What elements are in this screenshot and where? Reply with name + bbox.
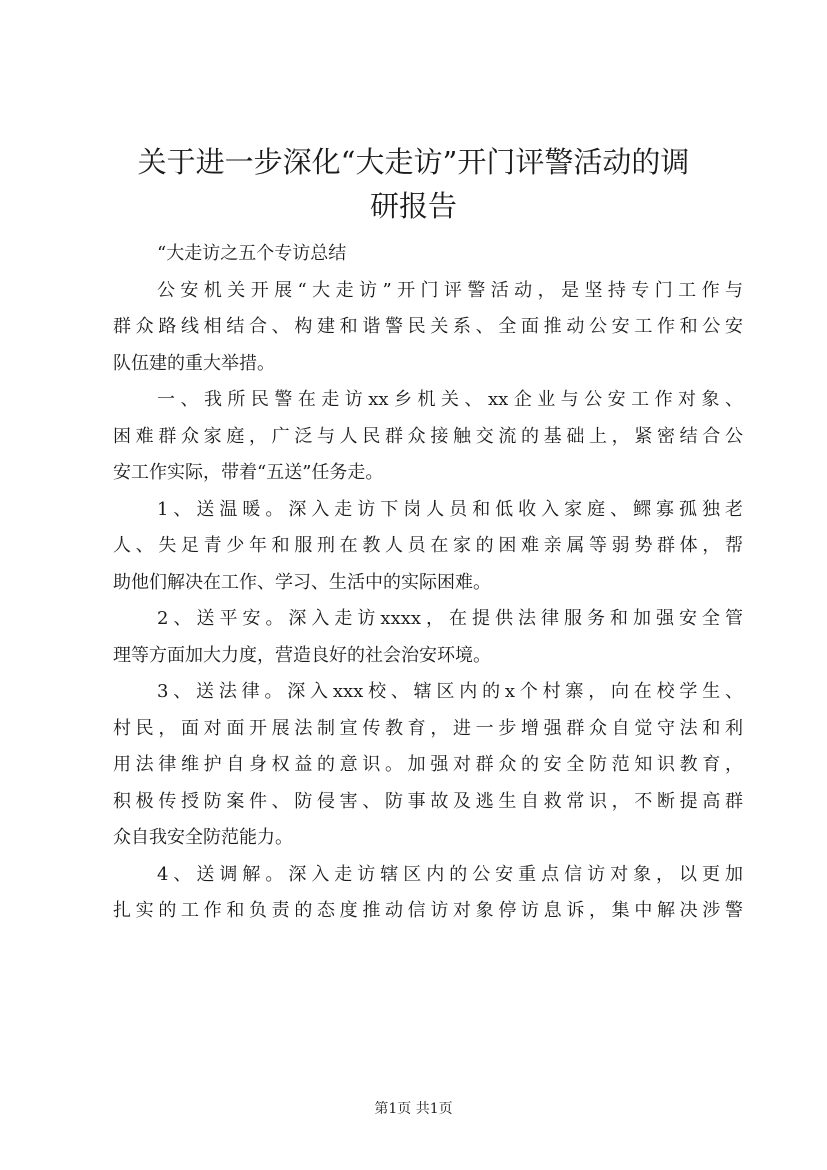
paragraph <box>113 674 743 857</box>
document-title <box>86 140 741 228</box>
paragraph <box>113 236 743 273</box>
title-line-2: 研报告 <box>369 189 457 223</box>
paragraph <box>113 382 743 492</box>
text-line: 积极传授防案件、防侵害、防事故及逃生自救常识，不断提高群 <box>113 790 743 812</box>
text-line: 4、送调解。深入走访辖区内的公安重点信访对象，以更加 <box>157 863 743 885</box>
text-line: 队伍建的重大举措。 <box>113 352 275 374</box>
text-line: 众自我安全防范能力。 <box>113 827 293 848</box>
text-line: 村民，面对面开展法制宣传教育，进一步增强群众自觉守法和利 <box>113 717 743 739</box>
page-footer: 第1页 共1页 <box>374 1101 453 1117</box>
text-line: 用法律维护自身权益的意识。加强对群众的安全防范知识教育， <box>113 754 743 775</box>
text-line: 安工作实际，带着“五送”任务走。 <box>113 462 384 483</box>
paragraph <box>113 857 743 930</box>
text-line: 3、送法律。深入xxx校、辖区内的x个村寨，向在校学生、 <box>157 681 743 702</box>
text-line: 理等方面加大力度，营造良好的社会治安环境。 <box>113 644 491 666</box>
text-line: 群众路线相结合、构建和谐警民关系、全面推动公安工作和公安 <box>113 316 743 337</box>
text-line: 一、我所民警在走访xx乡机关、xx企业与公安工作对象、 <box>157 389 743 410</box>
text-line: 2、送平安。深入走访xxxx，在提供法律服务和加强安全管 <box>157 608 743 629</box>
paragraph <box>113 492 743 602</box>
text-line: 1、送温暖。深入走访下岗人员和低收入家庭、鳏寡孤独老 <box>157 498 743 520</box>
text-line: “大走访之五个专访总结 <box>157 243 347 264</box>
text-line: 扎实的工作和负责的态度推动信访对象停访息诉，集中解决涉警 <box>113 900 743 921</box>
title-line-1: 关于进一步深化“大走访”开门评警活动的调 <box>137 145 690 179</box>
text-line: 公安机关开展“大走访”开门评警活动，是坚持专门工作与 <box>157 279 743 301</box>
text-line: 困难群众家庭，广泛与人民群众接触交流的基础上，紧密结合公 <box>113 425 743 447</box>
paragraph <box>113 273 743 383</box>
document-body <box>113 236 743 930</box>
text-line: 助他们解决在工作、学习、生活中的实际困难。 <box>113 571 491 593</box>
text-line: 人、失足青少年和服刑在教人员在家的困难亲属等弱势群体，帮 <box>113 535 743 556</box>
paragraph <box>113 601 743 674</box>
